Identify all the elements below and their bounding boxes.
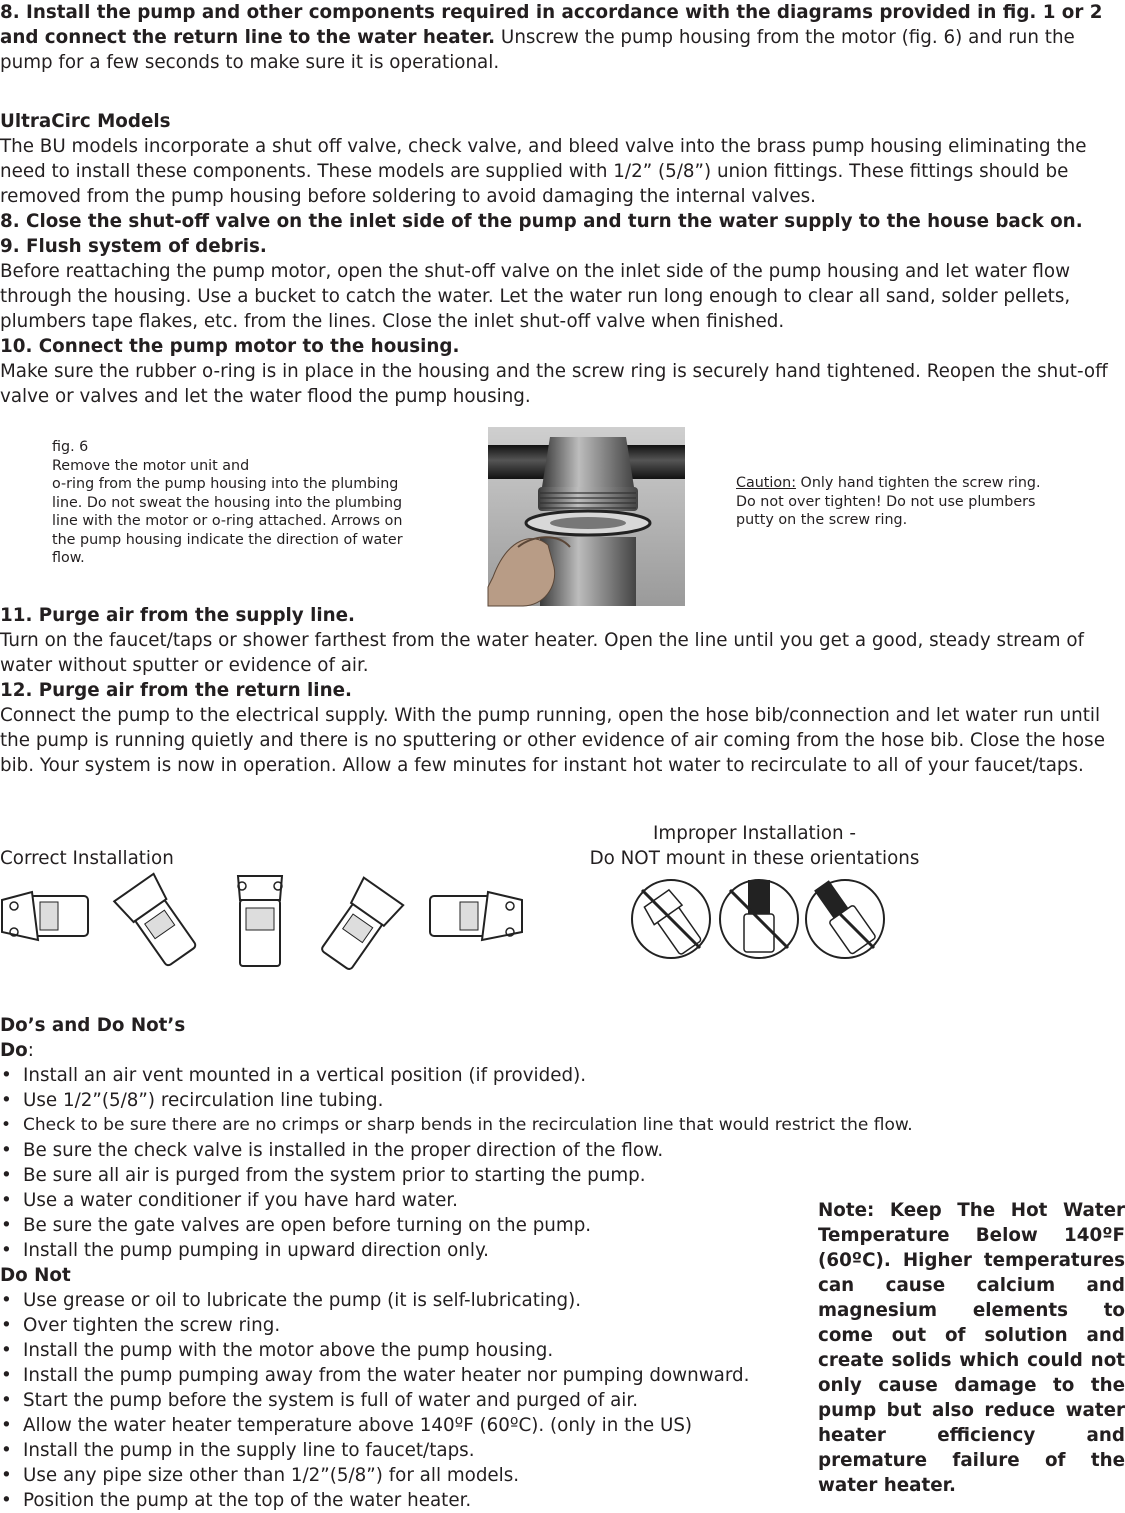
dos-heading: Do’s and Do Not’s <box>0 1015 186 1036</box>
caution-line: Do not over tighten! Do not use plumbers <box>736 493 1036 510</box>
step8-close-heading: 8. Close the shut-off valve on the inlet side of the pump and turn the water supply to the house back on. <box>0 211 1083 232</box>
ultracirc-text: The BU models incorporate a shut off valve, check valve, and bleed valve into the brass pump housing eliminating the need to install these components. These models are supplied with 1/2” (5/8”) union fittings. These fittings should be removed from the pump housing before soldering to avoid damaging the internal valves. <box>0 136 1087 207</box>
fig6-photo <box>488 427 685 606</box>
fig6-caption <box>52 438 442 568</box>
improper-installation-sublabel: Do NOT mount in these orientations <box>589 848 920 869</box>
fig6-line: line. Do not sweat the housing into the plumbing <box>52 494 403 511</box>
step8-install-paragraph <box>0 0 1122 75</box>
temperature-note: Note: Keep The Hot Water Temperature Below 140ºF (60ºC). Higher temperatures can cause calcium and magnesium elements to come out of solution and create solids which could not only cause damage to the pump but also reduce water heater efficiency and premature failure of the water heater. <box>818 1200 1125 1496</box>
donot-item: • Install the pump in the supply line to faucet/taps. <box>0 1438 800 1463</box>
step8-install-text: Unscrew the pump housing from the motor (fig. 6) and run the pump for a few seconds to make sure it is operational. <box>0 27 1075 73</box>
do-item: • Use a water conditioner if you have hard water. <box>0 1188 800 1213</box>
donot-item: • Install the pump pumping away from the water heater nor pumping downward. <box>0 1363 800 1388</box>
step12-text: Connect the pump to the electrical supply. With the pump running, open the hose bib/connection and let water run until the pump is running quietly and there is no sputtering or other evidence of air coming from the hose bib. Close the hose bib. Your system is now in operation. Allow a few minutes for instant hot water to recirculate to all of your faucet/taps. <box>0 705 1105 776</box>
do-item: • Be sure the check valve is installed in the proper direction of the flow. <box>0 1138 800 1163</box>
donot-item: • Position the pump at the top of the water heater. <box>0 1488 800 1513</box>
correct-installation-label: Correct Installation <box>0 848 174 869</box>
do-item: • Be sure the gate valves are open before turning on the pump. <box>0 1213 800 1238</box>
donot-item: • Allow the water heater temperature above 140ºF (60ºC). (only in the US) <box>0 1413 800 1438</box>
pump-improper-3 <box>804 878 886 960</box>
step10-heading: 10. Connect the pump motor to the housing. <box>0 336 460 357</box>
improper-installation-label: Improper Installation - <box>653 823 856 844</box>
caution-note <box>736 474 1116 530</box>
pump-correct-horizontal-right <box>428 886 524 946</box>
pump-correct-horizontal-left <box>0 886 90 946</box>
caution-label: Caution: <box>736 475 797 491</box>
ultracirc-heading: UltraCirc Models <box>0 111 171 132</box>
fig6-label: fig. 6 <box>52 439 89 455</box>
step9-text: Before reattaching the pump motor, open the shut-off valve on the inlet side of the pump housing and let water flow through the housing. Use a bucket to catch the water. Let the water run long enough to clear all sand, solder pellets, plumbers tape flakes, etc. from the lines. Close the inlet shut-off valve when finished. <box>0 261 1071 332</box>
pump-correct-diagonal-left <box>118 876 198 968</box>
caution-line: Only hand tighten the screw ring. <box>796 475 1041 491</box>
fig6-line: the pump housing indicate the direction of water <box>52 531 403 548</box>
step11-heading: 11. Purge air from the supply line. <box>0 605 355 626</box>
fig6-line: Remove the motor unit and <box>52 457 250 474</box>
do-colon: : <box>27 1040 34 1061</box>
donot-item: • Install the pump with the motor above the pump housing. <box>0 1338 800 1363</box>
caution-line: putty on the screw ring. <box>736 512 908 528</box>
dos-and-donts-section <box>0 1013 913 1513</box>
ultracirc-section <box>0 109 1122 409</box>
purge-section <box>0 603 1122 778</box>
donot-item: • Start the pump before the system is full of water and purged of air. <box>0 1388 800 1413</box>
pump-correct-vertical <box>232 874 288 968</box>
step9-heading: 9. Flush system of debris. <box>0 236 267 257</box>
donot-item: • Use grease or oil to lubricate the pump (it is self-lubricating). <box>0 1288 800 1313</box>
pump-correct-diagonal-right <box>320 880 400 970</box>
step11-text: Turn on the faucet/taps or shower farthest from the water heater. Open the line until you get a good, steady stream of water without sputter or evidence of air. <box>0 630 1084 676</box>
do-item: • Install an air vent mounted in a vertical position (if provided). <box>0 1063 800 1088</box>
do-label: Do <box>0 1040 28 1061</box>
do-item: • Be sure all air is purged from the system prior to starting the pump. <box>0 1163 800 1188</box>
do-item: • Use 1/2”(5/8”) recirculation line tubing. <box>0 1088 800 1113</box>
step10-text: Make sure the rubber o-ring is in place in the housing and the screw ring is securely hand tightened. Reopen the shut-off valve or valves and let the water flood the pump housing. <box>0 361 1108 407</box>
do-item: • Install the pump pumping in upward direction only. <box>0 1238 800 1263</box>
donot-label: Do Not <box>0 1265 71 1286</box>
donot-item: • Over tighten the screw ring. <box>0 1313 800 1338</box>
fig6-line: flow. <box>52 550 85 566</box>
step12-heading: 12. Purge air from the return line. <box>0 680 352 701</box>
pump-improper-1 <box>630 878 712 960</box>
pump-housing <box>542 437 634 487</box>
pump-improper-2 <box>718 878 800 960</box>
do-item: • Check to be sure there are no crimps or sharp bends in the recirculation line that would restrict the flow. <box>0 1113 800 1138</box>
donot-item: • Use any pipe size other than 1/2”(5/8”) for all models. <box>0 1463 800 1488</box>
fig6-line: line with the motor or o-ring attached. Arrows on <box>52 513 403 529</box>
step8-install-heading: 8. Install the pump and other components required in accordance with the diagrams provided in fig. 1 or 2 and connect the return line to the water heater. <box>0 2 1103 48</box>
fig6-line: o-ring from the pump housing into the plumbing <box>52 476 399 492</box>
